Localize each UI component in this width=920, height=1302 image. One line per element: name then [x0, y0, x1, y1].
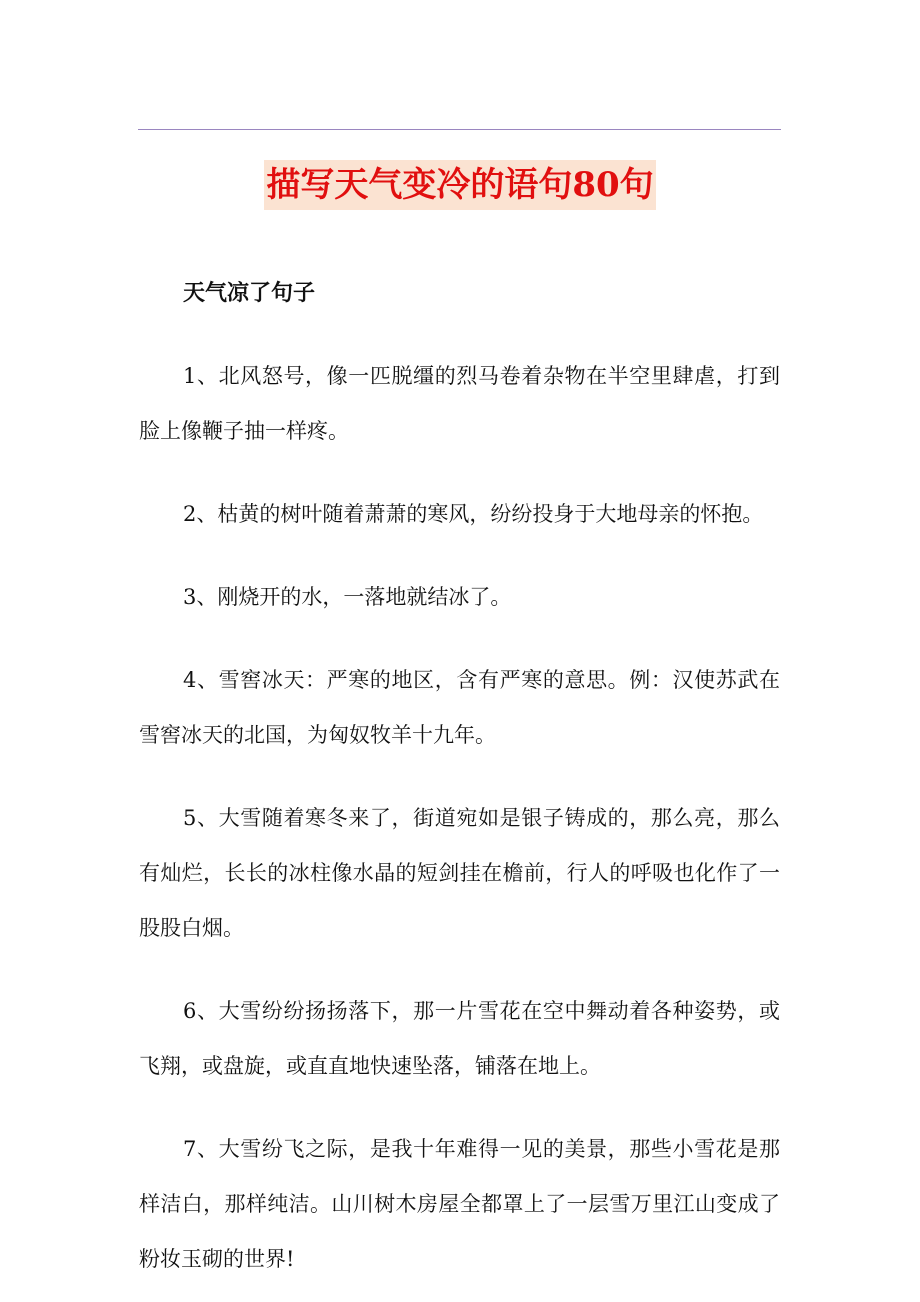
paragraph-7: 7、大雪纷飞之际，是我十年难得一见的美景，那些小雪花是那样洁白，那样纯洁。山川树木房屋全都罩上了一层雪万里江山变成了粉妆玉砌的世界! — [139, 1137, 780, 1271]
header-rule — [138, 129, 781, 130]
paragraph-5: 5、大雪随着寒冬来了，街道宛如是银子铸成的，那么亮，那么有灿烂，长长的冰柱像水晶的短剑挂在檐前，行人的呼吸也化作了一股股白烟。 — [139, 806, 780, 940]
section-heading: 天气凉了句子 — [183, 280, 316, 306]
document-body — [139, 266, 780, 1287]
paragraph-4: 4、雪窖冰天：严寒的地区，含有严寒的意思。例：汉使苏武在雪窖冰天的北国，为匈奴牧羊十九年。 — [139, 668, 780, 747]
paragraph-1: 1、北风怒号，像一匹脱缰的烈马卷着杂物在半空里肆虐，打到脸上像鞭子抽一样疼。 — [139, 364, 780, 443]
title-container — [0, 160, 920, 210]
paragraph-6: 6、大雪纷纷扬扬落下，那一片雪花在空中舞动着各种姿势，或飞翔，或盘旋，或直直地快速坠落，铺落在地上。 — [139, 999, 780, 1078]
document-title: 描写天气变冷的语句80句 — [264, 160, 655, 210]
paragraph-3: 3、刚烧开的水，一落地就结冰了。 — [183, 585, 512, 609]
paragraph-2: 2、枯黄的树叶随着萧萧的寒风，纷纷投身于大地母亲的怀抱。 — [183, 502, 764, 526]
